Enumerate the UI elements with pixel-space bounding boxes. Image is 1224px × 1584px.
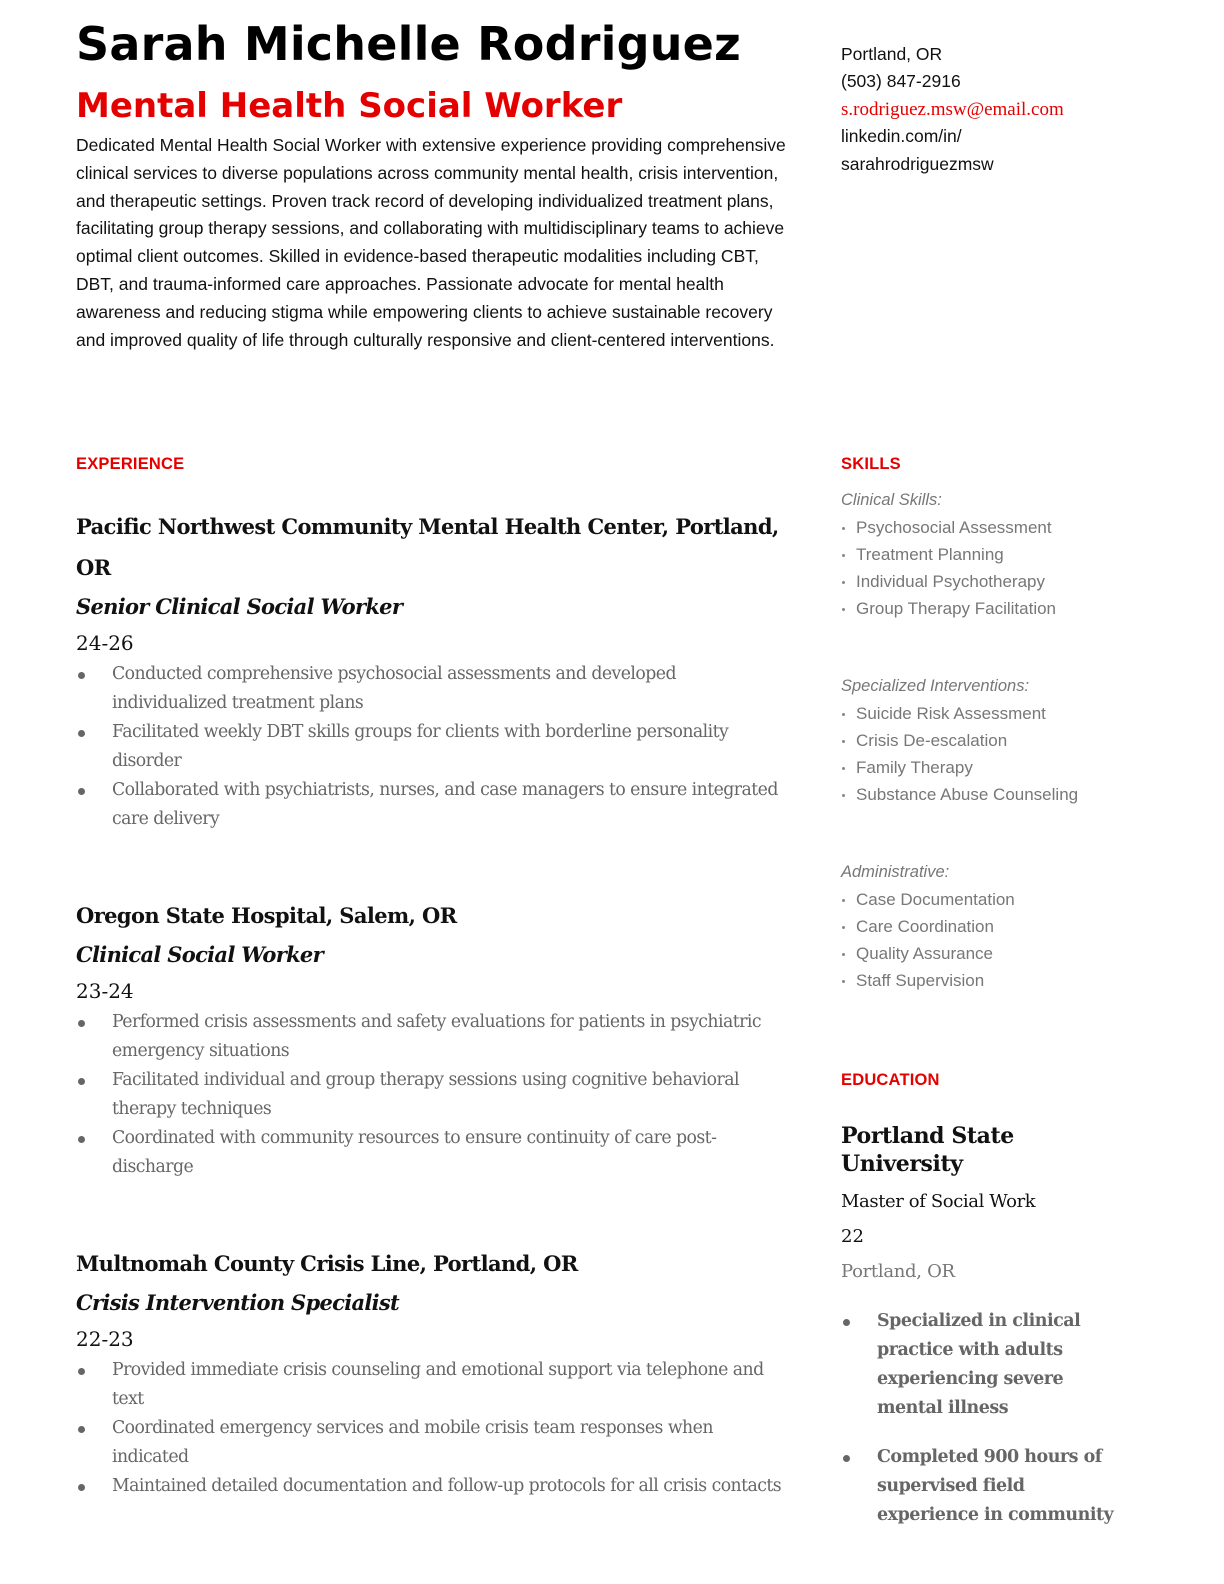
skill-group-interventions	[841, 673, 1141, 808]
job-entry	[76, 895, 792, 1182]
job-dates: 22-23	[76, 1327, 134, 1351]
job-bullets	[76, 1008, 792, 1182]
bullet-dot-icon	[78, 1426, 85, 1433]
skill-item: Group Therapy Facilitation	[841, 595, 1141, 622]
graduation-year: 22	[841, 1226, 864, 1247]
job-bullet: Coordinated emergency services and mobile crisis team responses when indicated	[76, 1414, 792, 1472]
bullet-dot-icon	[78, 788, 85, 795]
job-entry	[76, 1243, 792, 1501]
bullet-dot-icon	[78, 1020, 85, 1027]
job-bullet: Conducted comprehensive psychosocial assessments and developed individualized treatment plans	[76, 660, 792, 718]
contact-block	[841, 41, 1131, 178]
candidate-name: Sarah Michelle Rodriguez	[76, 17, 742, 71]
job-company: Oregon State Hospital, Salem, OR	[76, 903, 457, 928]
job-entry	[76, 506, 792, 834]
job-role: Clinical Social Worker	[76, 942, 323, 967]
education-bullets	[841, 1307, 1121, 1530]
job-bullet: Coordinated with community resources to ensure continuity of care post-discharge	[76, 1124, 792, 1182]
job-role: Crisis Intervention Specialist	[76, 1290, 400, 1315]
skill-item: Substance Abuse Counseling	[841, 781, 1141, 808]
bullet-dot-icon	[78, 1078, 85, 1085]
contact-location: Portland, OR	[841, 44, 943, 64]
bullet-dot-icon	[843, 1455, 850, 1462]
skill-item: Crisis De-escalation	[841, 727, 1141, 754]
skill-item: Individual Psychotherapy	[841, 568, 1141, 595]
skill-category: Clinical Skills:	[841, 491, 942, 509]
job-bullets	[76, 1356, 792, 1501]
contact-phone[interactable]: (503) 847-2916	[841, 71, 961, 92]
bullet-dot-icon	[78, 1484, 85, 1491]
job-bullet: Collaborated with psychiatrists, nurses, and case managers to ensure integrated care delivery	[76, 776, 792, 834]
skill-group-administrative	[841, 859, 1141, 994]
job-bullet: Facilitated individual and group therapy sessions using cognitive behavioral therapy techniques	[76, 1066, 792, 1124]
job-bullet: Performed crisis assessments and safety evaluations for patients in psychiatric emergency situations	[76, 1008, 792, 1066]
skill-item: Family Therapy	[841, 754, 1141, 781]
experience-heading: EXPERIENCE	[76, 455, 185, 473]
bullet-dot-icon	[78, 1368, 85, 1375]
skills-heading: SKILLS	[841, 455, 901, 473]
contact-linkedin-link[interactable]	[841, 123, 1131, 178]
skill-item: Quality Assurance	[841, 940, 1141, 967]
job-bullet: Maintained detailed documentation and follow-up protocols for all crisis contacts	[76, 1472, 792, 1501]
bullet-dot-icon	[78, 730, 85, 737]
education-bullet: Specialized in clinical practice with adults experiencing severe mental illness	[841, 1307, 1121, 1423]
job-bullets	[76, 660, 792, 834]
school-location: Portland, OR	[841, 1261, 955, 1282]
bullet-dot-icon	[842, 953, 845, 956]
job-title: Mental Health Social Worker	[76, 86, 623, 126]
bullet-dot-icon	[842, 554, 845, 557]
degree: Master of Social Work	[841, 1191, 1036, 1212]
skill-group-clinical	[841, 487, 1141, 622]
education-entry	[841, 1122, 1121, 1550]
skill-item: Treatment Planning	[841, 541, 1141, 568]
bullet-dot-icon	[842, 980, 845, 983]
linkedin-line-2: sarahrodriguezmsw	[841, 153, 994, 174]
bullet-dot-icon	[842, 581, 845, 584]
skill-item: Suicide Risk Assessment	[841, 700, 1141, 727]
school-name: Portland State University	[841, 1123, 1014, 1177]
skill-category: Specialized Interventions:	[841, 677, 1030, 695]
skill-item: Psychosocial Assessment	[841, 514, 1141, 541]
linkedin-line-1: linkedin.com/in/	[841, 126, 962, 147]
skill-category: Administrative:	[841, 863, 950, 881]
job-company: Pacific Northwest Community Mental Health Center, Portland, OR	[76, 514, 779, 580]
skills-list	[841, 487, 1141, 1045]
bullet-dot-icon	[842, 713, 845, 716]
job-dates: 24-26	[76, 631, 134, 655]
professional-summary: Dedicated Mental Health Social Worker with extensive experience providing comprehensive clinical services to diverse populations across community mental health, crisis intervention, and therapeutic settings. Proven track record of developing individualized treatment plans, facilitating group therapy sessions, and collaborating with multidisciplinary teams to achieve optimal client outcomes. Skilled in evidence-based therapeutic modalities including CBT, DBT, and trauma-informed care approaches. Passionate advocate for mental health awareness and reducing stigma while empowering clients to achieve sustainable recovery and improved quality of life through culturally responsive and client-centered interventions.	[76, 135, 786, 350]
skill-item: Care Coordination	[841, 913, 1141, 940]
bullet-dot-icon	[842, 926, 845, 929]
job-dates: 23-24	[76, 979, 134, 1003]
bullet-dot-icon	[842, 608, 845, 611]
bullet-dot-icon	[842, 899, 845, 902]
bullet-dot-icon	[843, 1319, 850, 1326]
bullet-dot-icon	[78, 1136, 85, 1143]
job-bullet: Facilitated weekly DBT skills groups for clients with borderline personality disorder	[76, 718, 792, 776]
job-role: Senior Clinical Social Worker	[76, 594, 403, 619]
skill-item: Case Documentation	[841, 886, 1141, 913]
bullet-dot-icon	[842, 527, 845, 530]
skill-item: Staff Supervision	[841, 967, 1141, 994]
education-heading: EDUCATION	[841, 1071, 940, 1089]
bullet-dot-icon	[842, 794, 845, 797]
education-bullet: Completed 900 hours of supervised field experience in community	[841, 1443, 1121, 1530]
job-company: Multnomah County Crisis Line, Portland, OR	[76, 1251, 578, 1276]
bullet-dot-icon	[842, 767, 845, 770]
bullet-dot-icon	[78, 672, 85, 679]
bullet-dot-icon	[842, 740, 845, 743]
contact-email-link[interactable]: s.rodriguez.msw@email.com	[841, 98, 1064, 120]
job-bullet: Provided immediate crisis counseling and emotional support via telephone and text	[76, 1356, 792, 1414]
